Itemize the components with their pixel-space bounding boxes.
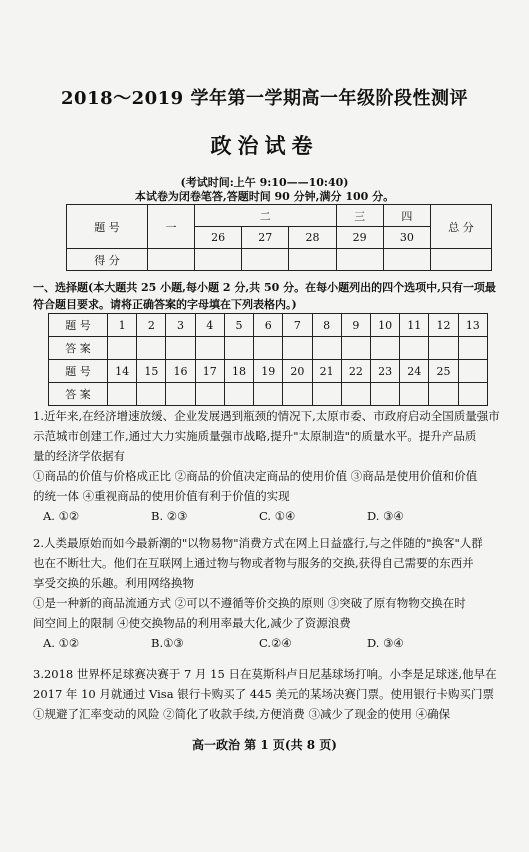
score-cell[interactable]	[242, 249, 289, 271]
score-cell[interactable]	[148, 249, 195, 271]
answer-cell[interactable]	[312, 383, 341, 406]
question-line: 2.人类最原始而如今最新潮的"以物易物"消费方式在网上日益盛行,与之伴随的"换客"人群	[33, 536, 483, 550]
answer-number: 1	[108, 314, 137, 337]
question-line: 的统一体 ④重视商品的使用价值有利于价值的实现	[33, 489, 290, 503]
score-sub-col: 29	[336, 227, 383, 249]
option-b[interactable]: B.①③	[151, 636, 184, 650]
answer-cell[interactable]	[137, 337, 166, 360]
answer-cell[interactable]	[400, 337, 429, 360]
answer-number: 19	[254, 360, 283, 383]
score-cell[interactable]	[383, 249, 430, 271]
option-row	[33, 506, 503, 526]
question-2	[33, 533, 503, 653]
question-line: 3.2018 世界杯足球赛决赛于 7 月 15 日在莫斯科卢日尼基球场打响。小李是足球迷,他早在	[33, 667, 497, 681]
score-col-1: 一	[148, 205, 195, 249]
answer-number: 10	[370, 314, 399, 337]
score-sub-col: 30	[383, 227, 430, 249]
answer-number: 3	[166, 314, 195, 337]
exam-time: (考试时间:上午 9:10——10:40)	[180, 176, 349, 189]
score-sub-col: 27	[242, 227, 289, 249]
answer-number: 12	[429, 314, 458, 337]
answer-number: 22	[341, 360, 370, 383]
question-line: ①规避了汇率变动的风险 ②简化了收款手续,方便消费 ③减少了现金的使用 ④确保	[33, 707, 451, 721]
score-total: 总 分	[431, 205, 492, 249]
answer-number: 13	[458, 314, 487, 337]
score-table	[66, 204, 492, 271]
score-col-4: 四	[383, 205, 430, 227]
answer-number: 17	[195, 360, 224, 383]
answer-cell[interactable]	[166, 383, 195, 406]
question-3	[33, 664, 503, 724]
question-line: 2017 年 10 月就通过 Visa 银行卡购买了 445 美元的某场决赛门票。使用银行卡购买门票	[33, 687, 494, 701]
answer-cell[interactable]	[166, 337, 195, 360]
answer-label-number: 题 号	[49, 360, 108, 383]
answer-cell[interactable]	[458, 337, 487, 360]
answer-cell[interactable]	[429, 383, 458, 406]
option-d[interactable]: D. ③④	[367, 509, 404, 523]
option-a[interactable]: A. ①②	[43, 636, 80, 650]
answer-number: 16	[166, 360, 195, 383]
answer-number: 2	[137, 314, 166, 337]
answer-number: 23	[370, 360, 399, 383]
answer-cell[interactable]	[400, 383, 429, 406]
answer-number: 7	[283, 314, 312, 337]
page-footer: 高一政治 第 1 页(共 8 页)	[192, 738, 337, 752]
question-line: 1.近年来,在经济增速放缓、企业发展遇到瓶颈的情况下,太原市委、市政府启动全国质量强市	[33, 409, 500, 423]
answer-number: 11	[400, 314, 429, 337]
answer-cell[interactable]	[370, 383, 399, 406]
answer-cell[interactable]	[458, 383, 487, 406]
score-label-number: 题 号	[67, 205, 148, 249]
question-line: 也在不断壮大。他们在互联网上通过物与物或者物与服务的交换,获得自己需要的东西并	[33, 556, 474, 570]
answer-number-row	[49, 360, 488, 383]
question-line: 示范城市创建工作,通过大力实施质量强市战略,提升"太原制造"的质量水平。提升产品质	[33, 429, 477, 443]
answer-number: 5	[224, 314, 253, 337]
score-cell[interactable]	[431, 249, 492, 271]
answer-cell[interactable]	[312, 337, 341, 360]
answer-number: 20	[283, 360, 312, 383]
answer-label-answer: 答 案	[49, 337, 108, 360]
subject-title: 政治试卷	[210, 133, 319, 158]
answer-cell[interactable]	[195, 383, 224, 406]
question-line: 享受交换的乐趣。利用网络换物	[33, 576, 194, 590]
answer-number: 18	[224, 360, 253, 383]
score-cell[interactable]	[336, 249, 383, 271]
answer-cell[interactable]	[254, 337, 283, 360]
score-sub-col: 28	[289, 227, 336, 249]
answer-number: 25	[429, 360, 458, 383]
question-line: 间空间上的限制 ④使交换物品的利用率最大化,减少了资源浪费	[33, 616, 351, 630]
score-sub-col: 26	[195, 227, 242, 249]
answer-number: 15	[137, 360, 166, 383]
answer-cell[interactable]	[341, 337, 370, 360]
answer-table	[48, 313, 488, 406]
option-c[interactable]: C.②④	[259, 636, 292, 650]
answer-cell[interactable]	[108, 337, 137, 360]
answer-cell[interactable]	[254, 383, 283, 406]
answer-cell[interactable]	[429, 337, 458, 360]
question-line: ①商品的价值与价格成正比 ②商品的价值决定商品的使用价值 ③商品是使用价值和价值	[33, 469, 478, 483]
answer-blank-row	[49, 337, 488, 360]
answer-cell[interactable]	[341, 383, 370, 406]
answer-number: 21	[312, 360, 341, 383]
answer-number	[458, 360, 487, 383]
option-b[interactable]: B. ②③	[151, 509, 188, 523]
answer-cell[interactable]	[224, 337, 253, 360]
option-c[interactable]: C. ①④	[259, 509, 296, 523]
answer-cell[interactable]	[195, 337, 224, 360]
answer-number-row	[49, 314, 488, 337]
section-heading: 一、选择题(本大题共 25 小题,每小题 2 分,共 50 分。在每小题列出的四个选项中,只有一项最符合题目要求。请将正确答案的字母填在下列表格内。)	[33, 281, 496, 311]
score-label-score: 得 分	[67, 249, 148, 271]
option-a[interactable]: A. ①②	[43, 509, 80, 523]
question-1	[33, 406, 503, 526]
answer-cell[interactable]	[283, 383, 312, 406]
answer-number: 24	[400, 360, 429, 383]
answer-cell[interactable]	[370, 337, 399, 360]
answer-cell[interactable]	[224, 383, 253, 406]
answer-label-number: 题 号	[49, 314, 108, 337]
answer-number: 6	[254, 314, 283, 337]
answer-cell[interactable]	[108, 383, 137, 406]
answer-number: 14	[108, 360, 137, 383]
answer-label-answer: 答 案	[49, 383, 108, 406]
score-cell[interactable]	[289, 249, 336, 271]
question-line: ①是一种新的商品流通方式 ②可以不遵循等价交换的原则 ③突破了原有物物交换在时	[33, 596, 466, 610]
answer-blank-row	[49, 383, 488, 406]
answer-cell[interactable]	[283, 337, 312, 360]
answer-number: 8	[312, 314, 341, 337]
answer-cell[interactable]	[137, 383, 166, 406]
exam-note: 本试卷为闭卷笔答,答题时间 90 分钟,满分 100 分。	[134, 190, 395, 203]
score-col-2: 二	[195, 205, 337, 227]
answer-number: 4	[195, 314, 224, 337]
score-col-3: 三	[336, 205, 383, 227]
option-d[interactable]: D. ③④	[367, 636, 404, 650]
answer-number: 9	[341, 314, 370, 337]
question-line: 量的经济学依据有	[33, 449, 125, 463]
exam-title: 2018～2019 学年第一学期高一年级阶段性测评	[61, 88, 468, 109]
score-cell[interactable]	[195, 249, 242, 271]
option-row	[33, 633, 503, 653]
